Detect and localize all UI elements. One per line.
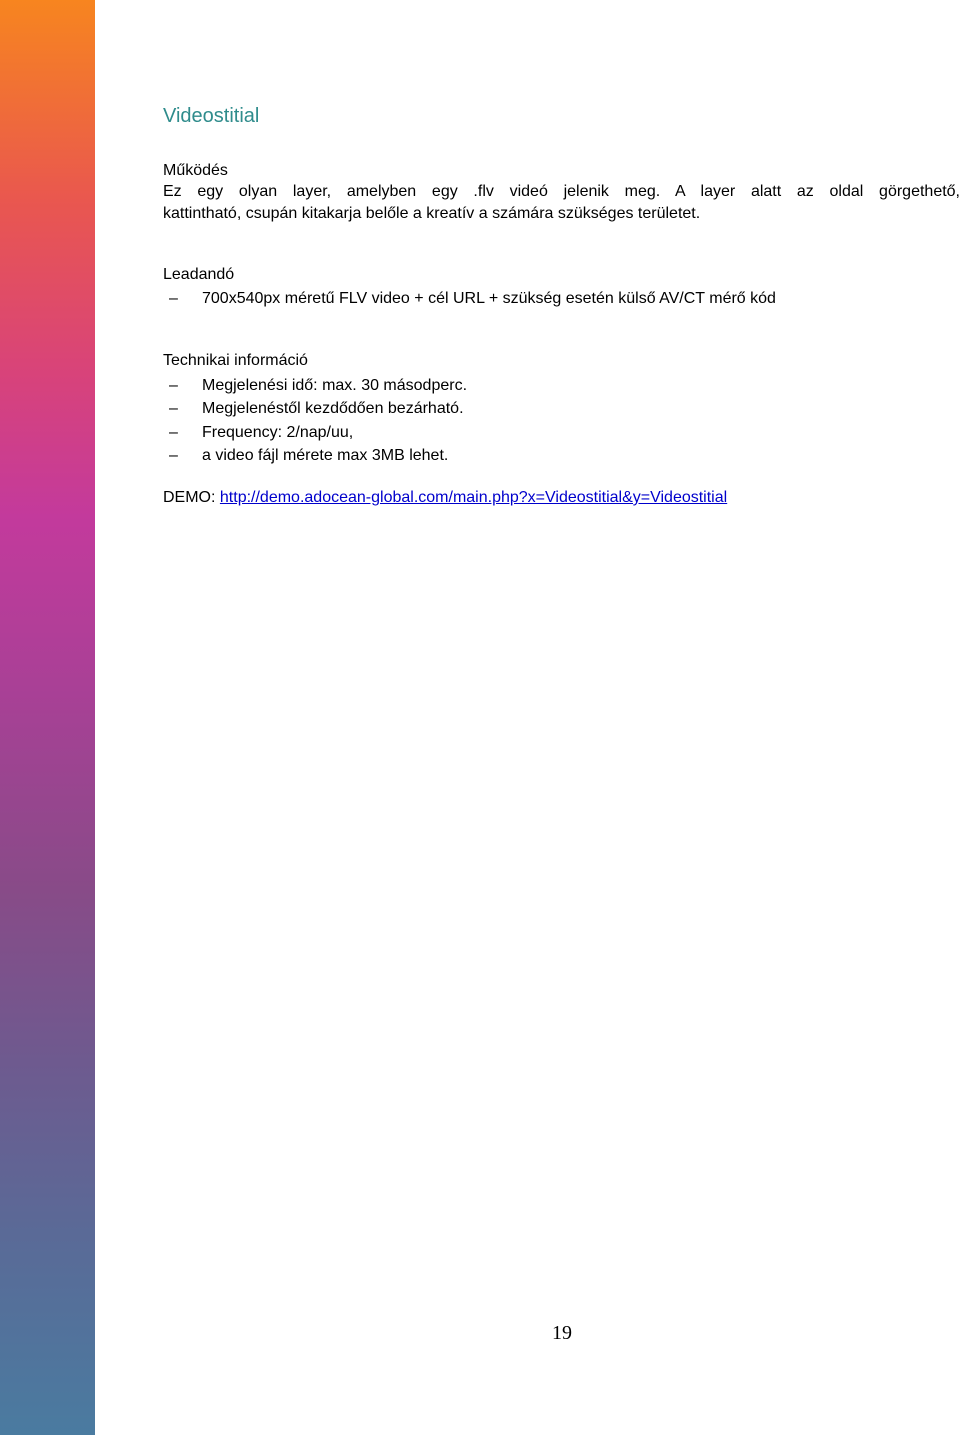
bullet-dash: – <box>169 400 178 417</box>
demo-link[interactable]: http://demo.adocean-global.com/main.php?x=Videostitial&y=Videostitial <box>219 489 728 506</box>
demo-label: DEMO: <box>163 489 216 506</box>
decorative-gradient-sidebar <box>0 0 95 1435</box>
page-title: Videostitial <box>163 105 260 127</box>
leadando-heading: Leadandó <box>163 266 235 283</box>
mukodes-heading: Működés <box>163 162 228 179</box>
bullet-dash: – <box>169 290 178 307</box>
mukodes-text-line-2: kattintható, csupán kitakarja belőle a kreatív a számára szükséges területet. <box>163 205 701 222</box>
technikai-item-text: a video fájl mérete max 3MB lehet. <box>202 447 449 464</box>
mukodes-text-line-1: Ez egy olyan layer, amelyben egy .flv videó jelenik meg. A layer alatt az oldal görgethető, <box>163 183 960 200</box>
bullet-dash: – <box>169 377 178 394</box>
demo-line <box>163 488 727 508</box>
page-number: 19 <box>552 1322 572 1344</box>
bullet-dash: – <box>169 447 178 464</box>
technikai-item-text: Megjelenéstől kezdődően bezárható. <box>202 400 464 417</box>
technikai-item-text: Megjelenési idő: max. 30 másodperc. <box>202 377 468 394</box>
technikai-item-text: Frequency: 2/nap/uu, <box>202 424 354 441</box>
technikai-heading: Technikai információ <box>163 352 308 369</box>
leadando-item-text: 700x540px méretű FLV video + cél URL + szükség esetén külső AV/CT mérő kód <box>202 290 776 307</box>
bullet-dash: – <box>169 424 178 441</box>
